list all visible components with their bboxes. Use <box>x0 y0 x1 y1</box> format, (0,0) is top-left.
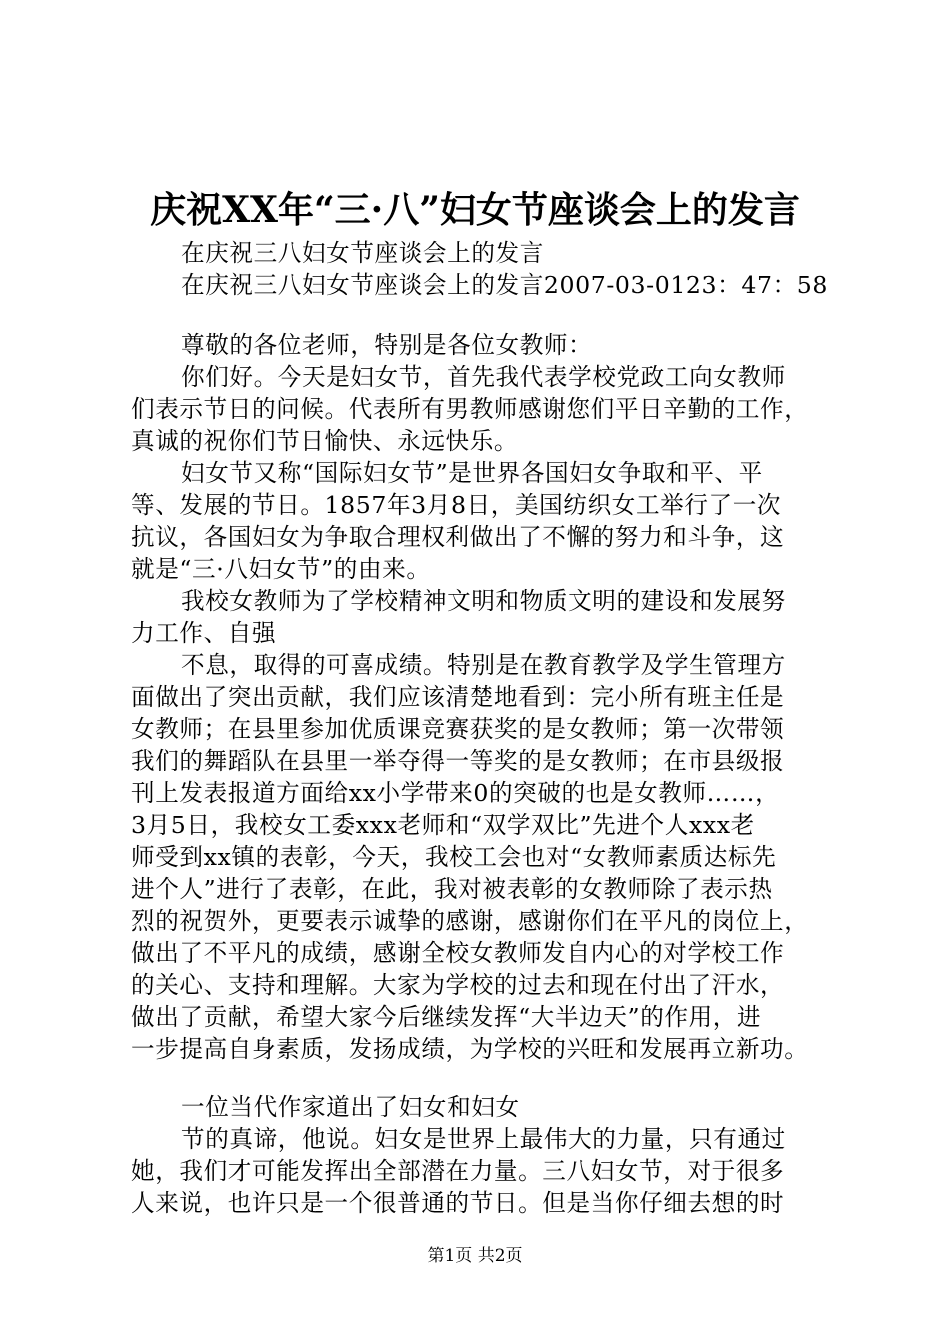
body-line: 力工作、自强 <box>131 619 277 647</box>
body-line: 我校女教师为了学校精神文明和物质文明的建设和发展努 <box>181 587 786 615</box>
body-line: 一步提高自身素质，发扬成绩，为学校的兴旺和发展再立新功。 <box>131 1035 809 1063</box>
body-line: 你们好。今天是妇女节，首先我代表学校党政工向女教师 <box>181 363 786 391</box>
body-line: 不息，取得的可喜成绩。特别是在教育教学及学生管理方 <box>181 651 786 679</box>
body-line: 我们的舞蹈队在县里一举夺得一等奖的是女教师；在市县级报 <box>131 747 785 775</box>
subtitle-date-line: 在庆祝三八妇女节座谈会上的发言2007-03-0123：47：58 <box>181 271 828 299</box>
body-line: 刊上发表报道方面给xx小学带来0的突破的也是女教师……， <box>131 779 780 807</box>
body-line: 的关心、支持和理解。大家为学校的过去和现在付出了汗水， <box>131 971 785 999</box>
body-line: 女教师；在县里参加优质课竞赛获奖的是女教师；第一次带领 <box>131 715 785 743</box>
body-line: 们表示节日的问候。代表所有男教师感谢您们平日辛勤的工作， <box>131 395 809 423</box>
body-line: 就是“三·八妇女节”的由来。 <box>131 555 431 583</box>
body-line: 等、发展的节日。1857年3月8日，美国纺织女工举行了一次 <box>131 491 782 519</box>
body-line: 3月5日，我校女工委xxx老师和“双学双比”先进个人xxx老 <box>131 811 755 839</box>
body-line: 人来说，也许只是一个很普通的节日。但是当你仔细去想的时 <box>131 1189 785 1217</box>
document-title: 庆祝XX年“三·八”妇女节座谈会上的发言 <box>150 189 800 231</box>
body-line: 面做出了突出贡献，我们应该清楚地看到：完小所有班主任是 <box>131 683 785 711</box>
body-line: 真诚的祝你们节日愉快、永远快乐。 <box>131 427 519 455</box>
page-footer: 第1页 共2页 <box>427 1246 523 1266</box>
body-line: 师受到xx镇的表彰，今天，我校工会也对“女教师素质达标先 <box>131 843 777 871</box>
body-line: 做出了不平凡的成绩，感谢全校女教师发自内心的对学校工作 <box>131 939 785 967</box>
body-line: 进个人”进行了表彰，在此，我对被表彰的女教师除了表示热 <box>131 875 773 903</box>
body-line: 她，我们才可能发挥出全部潜在力量。三八妇女节，对于很多 <box>131 1157 785 1185</box>
body-line: 做出了贡献，希望大家今后继续发挥“大半边天”的作用，进 <box>131 1003 762 1031</box>
body-line: 节的真谛，他说。妇女是世界上最伟大的力量，只有通过 <box>181 1125 786 1153</box>
body-line: 一位当代作家道出了妇女和妇女 <box>181 1093 520 1121</box>
body-line: 妇女节又称“国际妇女节”是世界各国妇女争取和平、平 <box>181 459 763 487</box>
salutation-line: 尊敬的各位老师，特别是各位女教师： <box>181 331 593 359</box>
body-line: 抗议，各国妇女为争取合理权利做出了不懈的努力和斗争，这 <box>131 523 785 551</box>
subtitle-line: 在庆祝三八妇女节座谈会上的发言 <box>181 239 544 267</box>
body-line: 烈的祝贺外，更要表示诚挚的感谢，感谢你们在平凡的岗位上， <box>131 907 809 935</box>
